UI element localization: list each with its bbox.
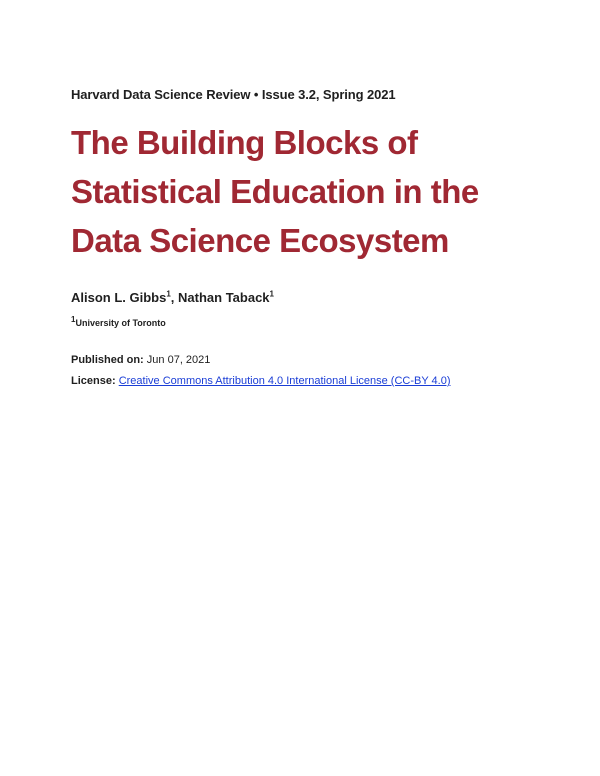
published-label: Published on: xyxy=(71,354,144,366)
author-affiliation-marker: 1 xyxy=(269,289,274,299)
author-separator: , xyxy=(170,290,179,305)
license-label: License: xyxy=(71,375,116,387)
title-line-3: Data Science Ecosystem xyxy=(71,222,449,259)
title-line-2: Statistical Education in the xyxy=(71,173,479,210)
author-list xyxy=(71,290,274,305)
author-affiliation-marker: 1 xyxy=(166,289,171,299)
affiliation-line xyxy=(71,315,166,328)
license-link[interactable]: Creative Commons Attribution 4.0 International License (CC-BY 4.0) xyxy=(118,375,451,387)
affiliation-marker: 1 xyxy=(71,315,76,324)
journal-issue-line: Harvard Data Science Review • Issue 3.2, Spring 2021 xyxy=(71,87,396,102)
published-date: Jun 07, 2021 xyxy=(146,354,211,366)
paper-title xyxy=(71,118,541,265)
license-line xyxy=(71,375,451,387)
author-name: Nathan Taback xyxy=(178,290,270,305)
title-line-1: The Building Blocks of xyxy=(71,124,418,161)
published-line xyxy=(71,354,210,366)
affiliation-name: University of Toronto xyxy=(75,318,166,328)
author-name: Alison L. Gibbs xyxy=(71,290,167,305)
